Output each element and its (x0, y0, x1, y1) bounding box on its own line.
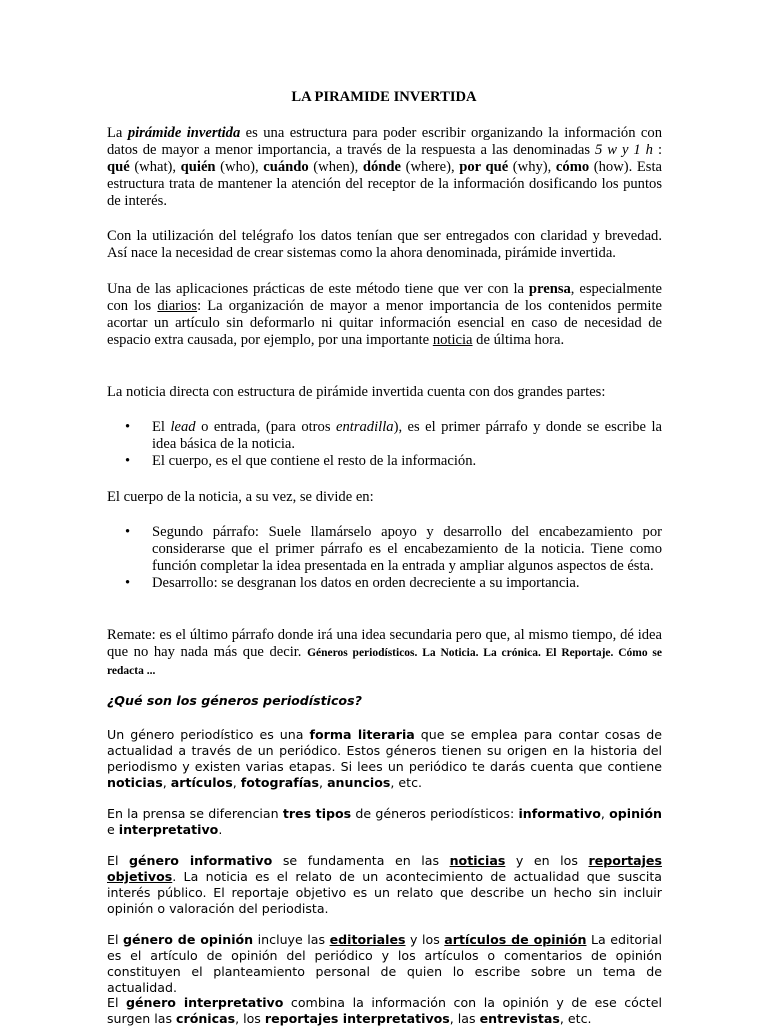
bold-term: género informativo (129, 853, 273, 868)
text: se fundamenta en las (272, 853, 450, 868)
text: , (600, 806, 610, 821)
question-word: dónde (362, 159, 402, 175)
text: Segundo párrafo: Suele llamárselo apoyo y desarrollo del encabezamiento por considerarse que el primer párrafo es el encabezamiento de la noticia. Tiene como función completar la idea presentada en la entrada y ampliar algunos aspectos de ésta. (152, 524, 662, 574)
text: Desarrollo: se desgranan los datos en orden decreciente a su importancia. (152, 575, 580, 591)
link-diarios[interactable]: diarios (157, 298, 198, 314)
emphasis-term: entradilla (336, 419, 394, 435)
text: El (152, 419, 171, 435)
text: , (319, 775, 328, 790)
text: combina la información con la opinión y de ese cóctel surgen las (107, 995, 662, 1026)
list-item-lead (107, 419, 662, 453)
emphasis-term: 5 w y 1 h (595, 142, 653, 158)
list-item-development (107, 575, 662, 592)
bullet-icon: • (125, 419, 131, 435)
text: (why), (508, 159, 556, 175)
text: de géneros periodísticos: (351, 806, 519, 821)
bold-term: anuncios (327, 775, 391, 790)
text: El (107, 932, 123, 947)
paragraph-opinion-genre (107, 932, 662, 996)
bold-term: fotografías (240, 775, 320, 790)
paragraph-body-division: El cuerpo de la noticia, a su vez, se divide en: (107, 489, 374, 505)
text: La editorial es el artículo de opinión del periódico y los artículos o comentarios de opinión constituyen el planteamiento personal de quien lo escribe sobre un tema de actualidad. (107, 932, 663, 995)
text: y los (405, 932, 445, 947)
text: incluye las (253, 932, 330, 947)
bullet-icon: • (125, 524, 131, 540)
question-word: por qué (459, 159, 509, 175)
text: El (107, 995, 126, 1010)
bold-term: crónicas (176, 1011, 236, 1026)
bold-term: reportajes interpretativos (264, 1011, 450, 1026)
text: (when), (308, 159, 363, 175)
bold-term: forma literaria (309, 727, 415, 742)
bold-term: género de opinión (122, 932, 254, 947)
link-articulos-de-opinion[interactable]: artículos de opinión (444, 932, 587, 947)
link-noticia[interactable]: noticia (432, 332, 473, 348)
text: . (218, 822, 223, 837)
paragraph-closing (107, 627, 662, 680)
text: El (107, 853, 129, 868)
body-division-list (107, 524, 662, 592)
text: que se emplea para contar cosas de actualidad a través de un periódico. Estos géneros tienen su origen en la historia del periodismo y existen varias etapas. Si lees un periódico te darás cuenta que contiene (107, 727, 663, 774)
text: , especialmente con los (107, 281, 662, 314)
paragraph-three-types (107, 806, 662, 838)
text: es una estructura para poder escribir organizando la información con datos de mayor a menor importancia, a través de la respuesta a las denominadas (107, 125, 663, 158)
text: El cuerpo, es el que contiene el resto de la información. (152, 453, 477, 469)
bold-term: interpretativo (118, 822, 219, 837)
bold-term: artículos (170, 775, 233, 790)
bold-term: informativo (518, 806, 601, 821)
question-word: qué (107, 159, 130, 175)
text: (what), (129, 159, 181, 175)
text: : (652, 142, 662, 158)
question-word: cuándo (263, 159, 309, 175)
text: , etc. (390, 775, 423, 790)
text: ), es el primer párrafo y donde se escribe la idea básica de la noticia. (152, 419, 662, 452)
bullet-icon: • (125, 575, 131, 591)
list-item-body (107, 453, 662, 470)
link-reportajes-objetivos[interactable]: reportajes objetivos (107, 853, 662, 884)
text: Un género periodístico es una (107, 727, 310, 742)
text: de última hora. (472, 332, 565, 348)
emphasis-term: pirámide invertida (127, 125, 241, 141)
paragraph-telegraph: Con la utilización del telégrafo los datos tenían que ser entregados con claridad y brevedad. Así nace la necesidad de crear sistemas como la ahora denominada, pirámide invertida. (107, 228, 662, 261)
paragraph-interpretative-genre (107, 995, 662, 1027)
text: (who), (215, 159, 264, 175)
text: , las (449, 1011, 480, 1026)
list-item-second-paragraph (107, 524, 662, 575)
related-links-text: Géneros periodísticos. La Noticia. La crónica. El Reportaje. Cómo se redacta ... (107, 647, 662, 677)
text: En la prensa se diferencian (107, 806, 283, 821)
link-noticias[interactable]: noticias (449, 853, 506, 868)
bold-term: género interpretativo (126, 995, 284, 1010)
question-word: quién (180, 159, 216, 175)
bold-term: noticias (107, 775, 163, 790)
text: y en los (505, 853, 589, 868)
link-editoriales[interactable]: editoriales (329, 932, 406, 947)
bullet-icon: • (125, 453, 131, 469)
parts-list (107, 419, 662, 470)
term-prensa: prensa (528, 281, 571, 297)
text: e (107, 822, 119, 837)
emphasis-term: lead (170, 419, 196, 435)
paragraph-informative-genre (107, 853, 662, 917)
text: , los (235, 1011, 265, 1026)
bold-term: entrevistas (479, 1011, 560, 1026)
paragraph-press (107, 281, 662, 349)
text: (how). Esta estructura trata de mantener la atención del receptor de la información dosificando los puntos de interés. (107, 159, 662, 209)
text: Remate: es el último párrafo donde irá una idea secundaria pero que, al mismo tiempo, dé idea que no hay nada más que decir. (107, 627, 662, 660)
document-title: LA PIRAMIDE INVERTIDA (291, 89, 477, 105)
paragraph-two-parts: La noticia directa con estructura de pirámide invertida cuenta con dos grandes partes: (107, 384, 606, 400)
bold-term: opinión (609, 806, 662, 821)
text: o entrada, (para otros (195, 419, 336, 435)
text: (where), (401, 159, 460, 175)
paragraph-intro (107, 125, 662, 210)
text: . La noticia es el relato de un acontecimiento de actualidad que suscita interés público. El reportaje objetivo es un relato que describe un hecho sin incluir opinión o valoración del periodista. (107, 869, 662, 916)
text: : La organización de mayor a menor importancia de los contenidos permite acortar un artículo sin deformarlo ni quitar información esencial en caso de necesidad de espacio extra causada, por ejemplo, por una importante (107, 298, 662, 348)
bold-term: tres tipos (282, 806, 352, 821)
text: La (107, 125, 128, 141)
question-word: cómo (555, 159, 590, 175)
text: Una de las aplicaciones prácticas de este método tiene que ver con la (107, 281, 529, 297)
paragraph-genre-definition (107, 727, 662, 791)
text: , (162, 775, 171, 790)
text: , (232, 775, 241, 790)
section-heading-question: ¿Qué son los géneros periodísticos? (107, 693, 362, 708)
text: , etc. (559, 1011, 592, 1026)
